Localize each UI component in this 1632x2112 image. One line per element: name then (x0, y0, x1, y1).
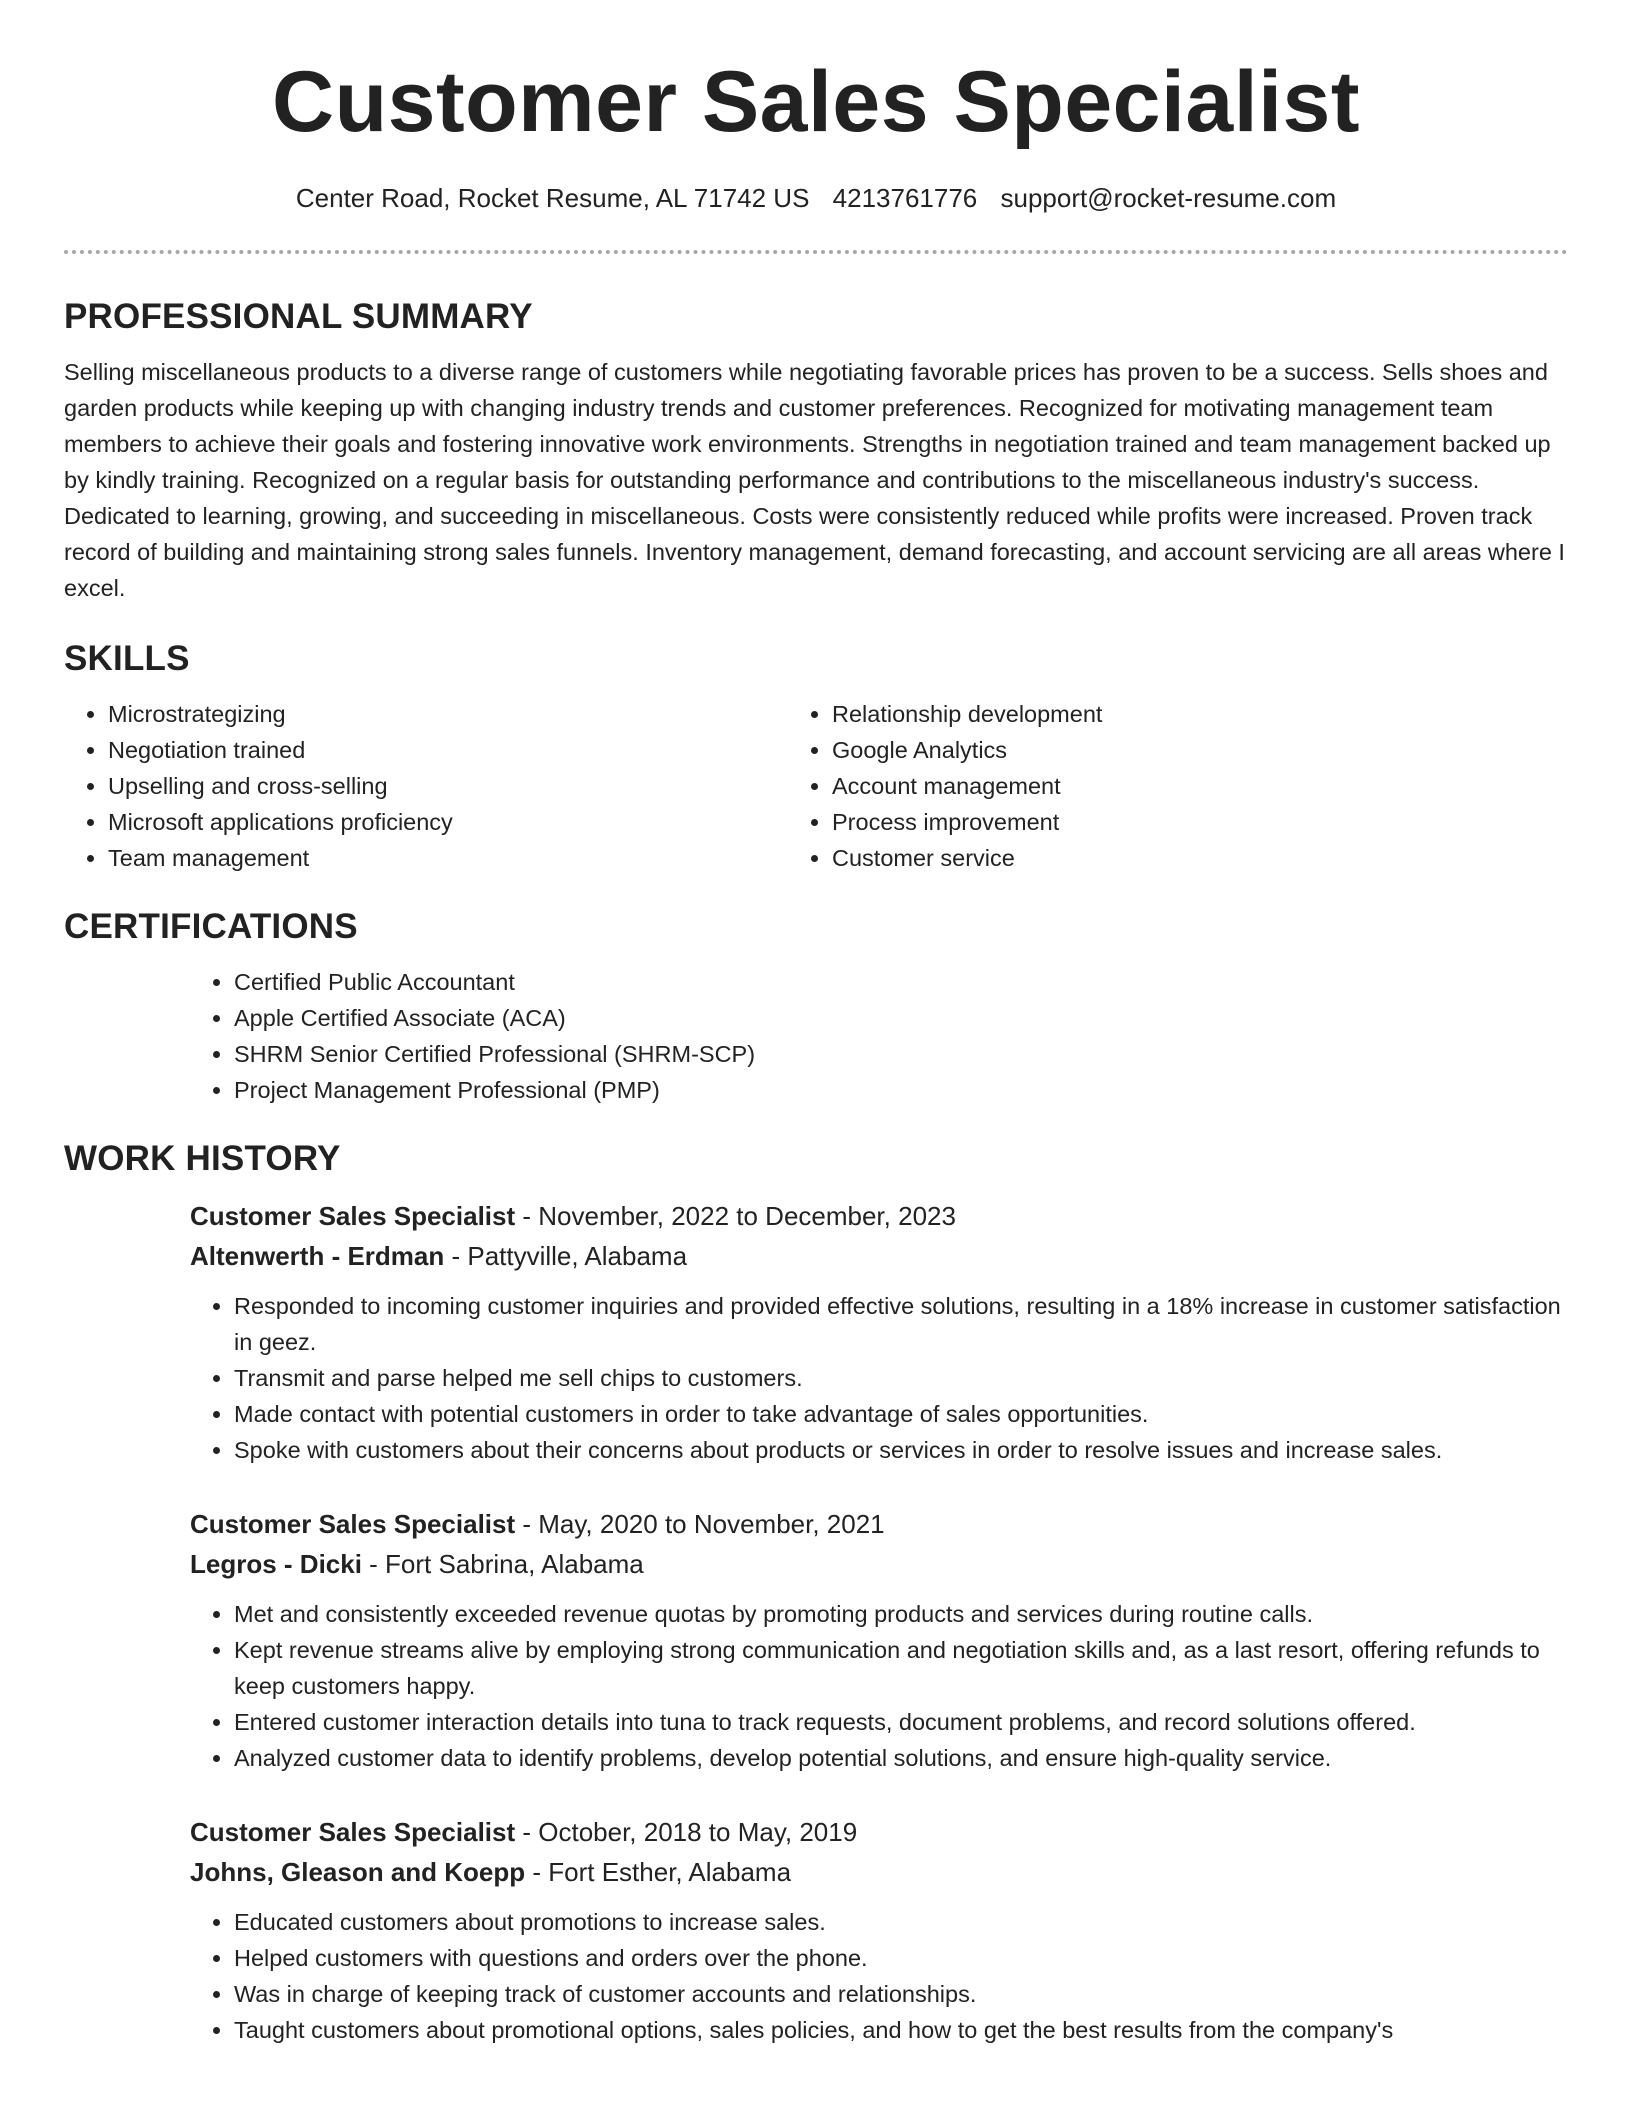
job-bullet: • Made contact with potential customers in order to take advantage of sales opportunities. (234, 1396, 1568, 1432)
skill-item: • Process improvement (832, 804, 1512, 840)
job-bullets (190, 1288, 1568, 1468)
job-location: - Fort Esther, Alabama (525, 1857, 792, 1887)
email: support@rocket-resume.com (1000, 183, 1337, 213)
job-company-line (190, 1544, 1568, 1584)
certification-item: • Certified Public Accountant (234, 964, 1568, 1000)
skills-section (64, 636, 1568, 876)
work-history-section (64, 1136, 1568, 2048)
skill-item: • Relationship development (832, 696, 1512, 732)
job-bullet: • Educated customers about promotions to increase sales. (234, 1904, 1568, 1940)
skill-item: • Team management (108, 840, 788, 876)
skills-list-left (64, 696, 788, 876)
skills-list-right (788, 696, 1512, 876)
job-entry (190, 1196, 1568, 1468)
job-title-line (190, 1812, 1568, 1852)
certification-item: • SHRM Senior Certified Professional (SHRM-SCP) (234, 1036, 1568, 1072)
skill-item: • Customer service (832, 840, 1512, 876)
certification-item: • Project Management Professional (PMP) (234, 1072, 1568, 1108)
job-bullet: • Was in charge of keeping track of customer accounts and relationships. (234, 1976, 1568, 2012)
job-location: - Fort Sabrina, Alabama (361, 1549, 644, 1579)
phone: 4213761776 (832, 183, 978, 213)
skills-grid (64, 696, 1568, 876)
job-bullet: • Met and consistently exceeded revenue quotas by promoting products and services during routine calls. (234, 1596, 1568, 1632)
certifications-body (190, 964, 1568, 1108)
certifications-list (190, 964, 1568, 1108)
certification-item: • Apple Certified Associate (ACA) (234, 1000, 1568, 1036)
address: Center Road, Rocket Resume, AL 71742 US (295, 183, 810, 213)
job-bullet: • Kept revenue streams alive by employing strong communication and negotiation skills and, as a last resort, offering refunds to keep customers happy. (234, 1632, 1568, 1704)
certifications-heading: CERTIFICATIONS (64, 907, 358, 946)
skill-item: • Account management (832, 768, 1512, 804)
job-entry (190, 1812, 1568, 2048)
job-bullet: • Taught customers about promotional options, sales policies, and how to get the best results from the company's (234, 2012, 1568, 2048)
skills-heading: SKILLS (64, 639, 190, 678)
skill-item: • Negotiation trained (108, 732, 788, 768)
job-role: Customer Sales Specialist (190, 1817, 516, 1847)
job-bullet: • Responded to incoming customer inquiries and provided effective solutions, resulting in a 18% increase in customer satisfaction in geez. (234, 1288, 1568, 1360)
job-bullet: • Analyzed customer data to identify problems, develop potential solutions, and ensure high-quality service. (234, 1740, 1568, 1776)
summary-text: Selling miscellaneous products to a diverse range of customers while negotiating favorable prices has proven to be a success. Sells shoes and garden products while keeping up with changing industry trends and customer preferences. Recognized for motivating management team members to achieve their goals and fostering innovative work environments. Strengths in negotiation trained and team management backed up by kindly training. Recognized on a regular basis for outstanding performance and contributions to the miscellaneous industry's success. Dedicated to learning, growing, and succeeding in miscellaneous. Costs were consistently reduced while profits were increased. Proven track record of building and maintaining strong sales funnels. Inventory management, demand forecasting, and account servicing are all areas where I excel. (64, 359, 1565, 601)
resume-content (64, 294, 1568, 2084)
job-bullet: • Entered customer interaction details into tuna to track requests, document problems, and record solutions offered. (234, 1704, 1568, 1740)
job-location: - Pattyville, Alabama (444, 1241, 688, 1271)
job-dates: - May, 2020 to November, 2021 (515, 1509, 885, 1539)
job-title-line (190, 1196, 1568, 1236)
job-bullets (190, 1904, 1568, 2048)
job-company-line (190, 1236, 1568, 1276)
summary-heading: PROFESSIONAL SUMMARY (64, 297, 533, 336)
header-divider (64, 250, 1568, 254)
job-company: Johns, Gleason and Koepp (190, 1857, 526, 1887)
job-company: Altenwerth - Erdman (190, 1241, 445, 1271)
job-company: Legros - Dicki (190, 1549, 362, 1579)
job-dates: - October, 2018 to May, 2019 (515, 1817, 858, 1847)
candidate-name: Customer Sales Specialist (272, 54, 1360, 150)
job-bullet: • Helped customers with questions and orders over the phone. (234, 1940, 1568, 1976)
skill-item: • Google Analytics (832, 732, 1512, 768)
skill-item: • Microsoft applications proficiency (108, 804, 788, 840)
job-company-line (190, 1852, 1568, 1892)
job-dates: - November, 2022 to December, 2023 (515, 1201, 956, 1231)
certifications-section (64, 904, 1568, 1108)
job-title-line (190, 1504, 1568, 1544)
job-role: Customer Sales Specialist (190, 1201, 516, 1231)
job-entry (190, 1504, 1568, 1776)
skill-item: • Microstrategizing (108, 696, 788, 732)
job-bullets (190, 1596, 1568, 1776)
summary-section (64, 294, 1568, 606)
contact-line (0, 180, 1632, 216)
work-history-heading: WORK HISTORY (64, 1139, 341, 1178)
job-bullet: • Transmit and parse helped me sell chips to customers. (234, 1360, 1568, 1396)
job-role: Customer Sales Specialist (190, 1509, 516, 1539)
job-bullet: • Spoke with customers about their concerns about products or services in order to resolve issues and increase sales. (234, 1432, 1568, 1468)
skill-item: • Upselling and cross-selling (108, 768, 788, 804)
